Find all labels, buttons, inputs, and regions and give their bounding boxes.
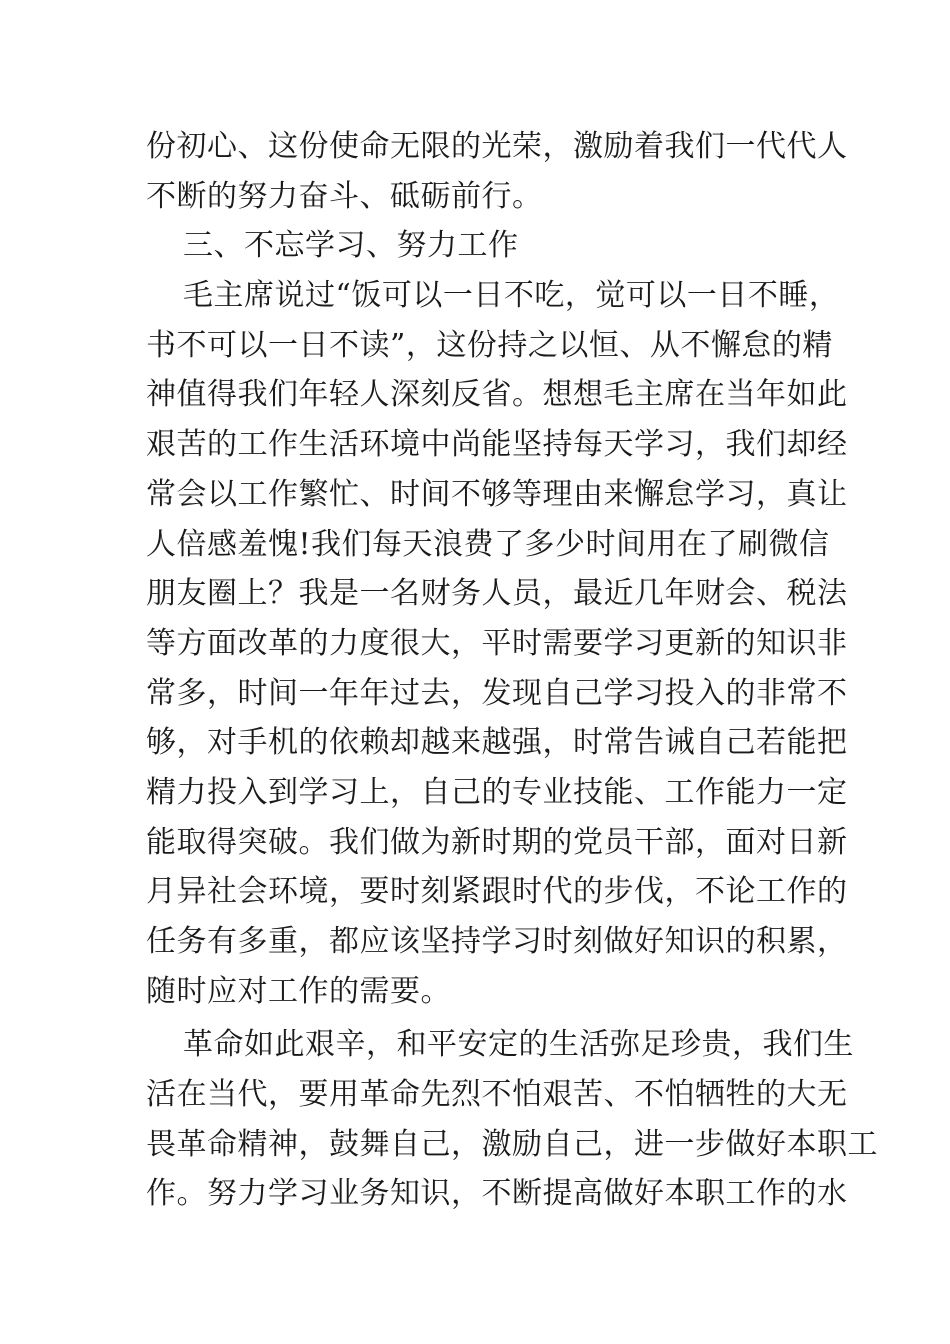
text-line: 能取得突破。我们做为新时期的党员干部，面对日新	[146, 824, 848, 860]
text-line: 毛主席说过“饭可以一日不吃，觉可以一日不睡，	[183, 278, 840, 314]
text-line: 书不可以一日不读”，这份持之以恒、从不懈怠的精	[146, 327, 833, 363]
text-line: 精力投入到学习上，自己的专业技能、工作能力一定	[146, 774, 848, 810]
text-line: 革命如此艰辛，和平安定的生活弥足珍贵，我们生	[183, 1027, 854, 1063]
text-line: 神值得我们年轻人深刻反省。想想毛主席在当年如此	[146, 377, 848, 413]
text-line: 份初心、这份使命无限的光荣，激励着我们一代代人	[146, 129, 848, 164]
text-line: 艰苦的工作生活环境中尚能坚持每天学习，我们却经	[146, 427, 848, 463]
text-line: 常多，时间一年年过去，发现自己学习投入的非常不	[146, 675, 848, 711]
text-line: 够，对手机的依赖却越来越强，时常告诫自己若能把	[146, 725, 848, 761]
text-line: 人倍感羞愧!我们每天浪费了多少时间用在了刷微信	[146, 526, 830, 562]
text-line: 等方面改革的力度很大，平时需要学习更新的知识非	[146, 625, 848, 661]
section-heading: 三、不忘学习、努力工作	[183, 228, 519, 264]
text-line: 朋友圈上？我是一名财务人员，最近几年财会、税法	[146, 576, 848, 612]
text-line: 随时应对工作的需要。	[146, 973, 451, 1009]
text-line: 畏革命精神，鼓舞自己，激励自己，进一步做好本职工	[146, 1126, 878, 1162]
text-line: 作。努力学习业务知识，不断提高做好本职工作的水	[146, 1176, 848, 1212]
text-line: 常会以工作繁忙、时间不够等理由来懈怠学习，真让	[146, 476, 848, 512]
document-body	[146, 122, 878, 1219]
text-line: 不断的努力奋斗、砥砺前行。	[146, 178, 543, 214]
text-line: 月异社会环境，要时刻紧跟时代的步伐，不论工作的	[146, 874, 848, 910]
text-line: 任务有多重，都应该坚持学习时刻做好知识的积累，	[146, 924, 848, 959]
text-line: 活在当代，要用革命先烈不怕艰苦、不怕牺牲的大无	[146, 1077, 848, 1113]
